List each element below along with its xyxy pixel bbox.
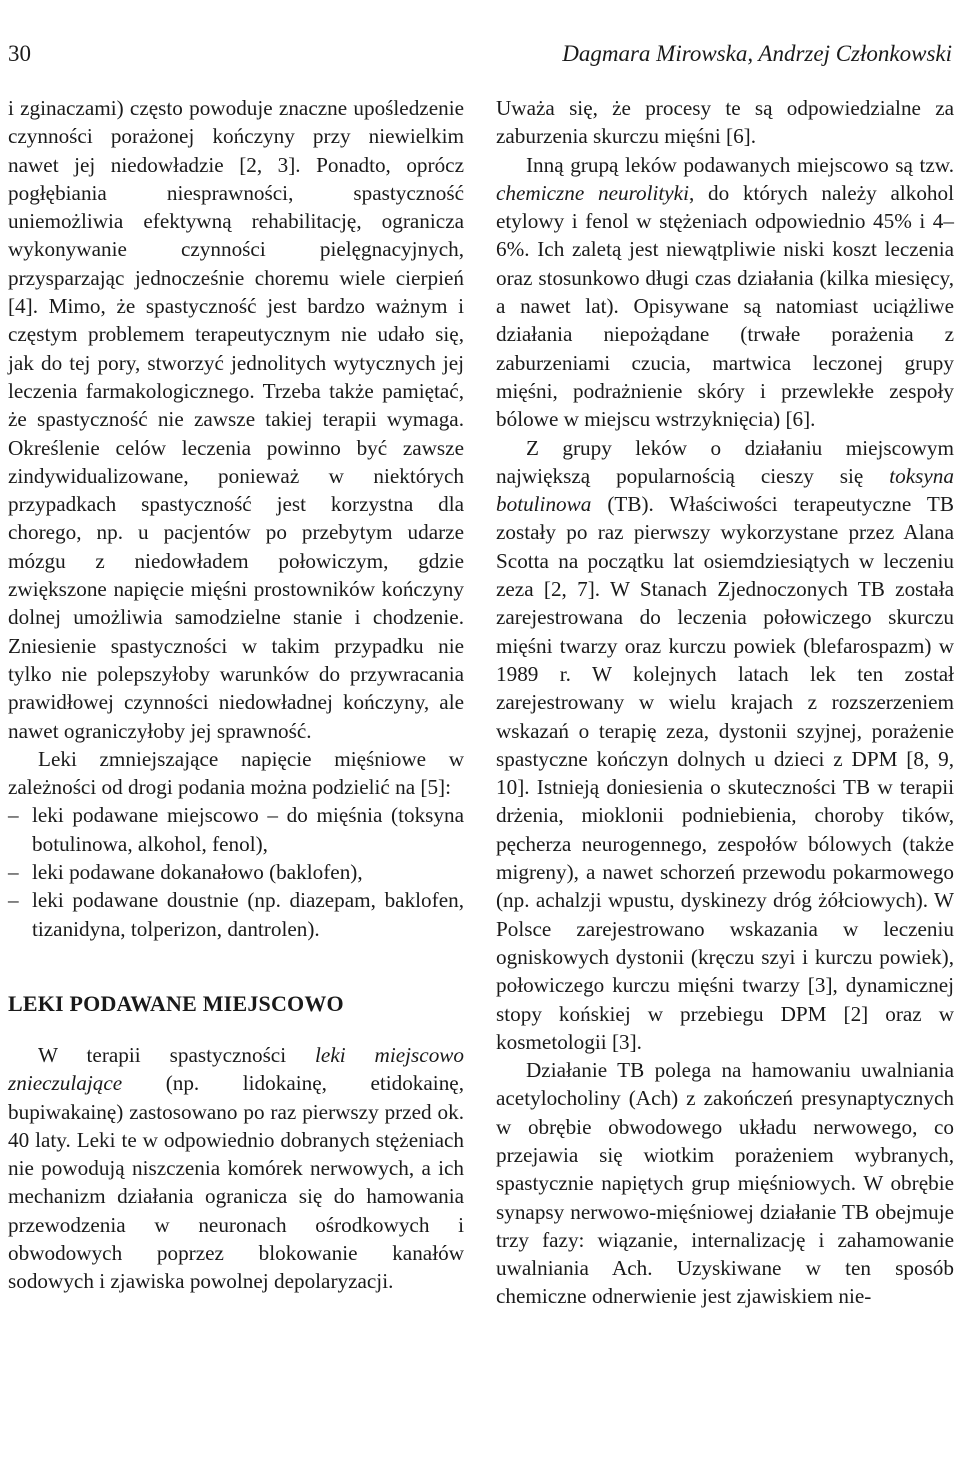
right-paragraph-1: Uważa się, że procesy te są odpowiedzialne za zaburzenia skurczu mięśni [6]. (496, 96, 954, 149)
running-head-authors: Dagmara Mirowska, Andrzej Członkowski (562, 41, 952, 66)
right-paragraph-2 (496, 151, 954, 434)
left-paragraph-1: i zginaczami) często powoduje znaczne upośledzenie czynności porażonej kończyny przy niewielkim nawet jej niedowładzie [2, 3]. Ponadto, oprócz pogłębiania niesprawności, spastyczność uniemożliwia efektywną rehabilitację, ogranicza wykonywanie czynności pielęgnacyjnych, przysparzając jednocześnie choremu wiele cierpień [4]. Mimo, że spastyczność jest bardzo ważnym i częstym problemem terapeutycznym nie udało się, jak do tej pory, stworzyć jednolitych wytycznych jej leczenia farmakologicznego. Trzeba także pamiętać, że spastyczność nie zawsze takiej terapii wymaga. Określenie celów leczenia powinno być zawsze zindywidualizowane, ponieważ w niektórych przypadkach spastyczność jest korzystna dla chorego, np. u pacjentów po przebytym udarze mózgu z niedowładem połowiczym, gdzie zwiększone napięcie mięśni prostowników kończyny dolnej umożliwia samodzielne stanie i chodzenie. Zniesienie spastyczności w takim przypadku nie tylko nie polepszyłoby warunków do przywracania prawidłowej czynności niedowładnej kończyny, ale nawet ograniczyłoby jej sprawność. (8, 96, 464, 743)
right-paragraph-4: Działanie TB polega na hamowaniu uwalniania acetylocholiny (Ach) z zakończeń presynaptycznych w obrębie obwodowego układu nerwowego, co przejawia się wiotkim porażeniem wybranych, spastycznie napiętych grup mięśniowych. W obrębie synapsy nerwowo-mięśniowej działanie TB obejmuje trzy fazy: wiązanie, internalizację i zahamowanie uwalniania Ach. Uzyskiwane w ten sposób chemiczne odnerwienie jest zjawiskiem nie- (496, 1058, 954, 1309)
left-column (8, 94, 464, 1296)
list-item: – leki podawane doustnie (np. diazepam, baklofen, tizanidyna, tolperizon, dantrolen). (8, 886, 464, 943)
left-paragraph-2: Leki zmniejszające napięcie mięśniowe w zależności od drogi podania można podzielić na [5]: (8, 746, 464, 800)
text-run: Z grupy leków o działaniu miejscowym największą popularnością cieszy się (496, 435, 954, 488)
page-header (8, 36, 952, 72)
right-paragraph-3 (496, 434, 954, 1057)
italic-term: toksyna botulinowa (496, 463, 954, 517)
list-item: – leki podawane miejscowo – do mięśnia (toksyna botulinowa, alkohol, fenol), (8, 801, 464, 858)
italic-term: chemiczne neurolityki (496, 180, 689, 205)
text-run: (np. lidokainę, etidokainę, bupiwakainę) zastosowano po raz pierwszy przed ok. 40 laty. Leki te w odpowiednio dobranych stężeniach nie powodują niszczenia komórek nerwowych, a ich mechanizm działania ogranicza się do hamowania przewodzenia w neuronach ośrodkowych i obwodowych poprzez blokowanie kanałów sodowych i zjawiska powolnej depolaryzacji. (8, 1071, 464, 1294)
page-number: 30 (8, 41, 31, 66)
italic-term: leki miejscowo znieczulające (8, 1042, 465, 1096)
section-heading: LEKI PODAWANE MIEJSCOWO (8, 990, 344, 1016)
text-run: , do których należy alkohol etylowy i fenol w stężeniach odpowiednio 45% i 4–6%. Ich zaletą jest niewątpliwie niski koszt leczenia oraz stosunkowo długi czas działania (kilka miesięcy, a nawet lat). Opisywane są natomiast uciążliwe działania niepożądane (trwałe porażenia z zaburzeniami czucia, martwica leczonej grupy mięśni, podrażnienie skóry i przewlekłe zespoły bólowe w miejscu wstrzyknięcia) [6]. (496, 180, 954, 432)
route-of-administration-list (8, 801, 464, 942)
text-run: W terapii spastyczności (38, 1042, 316, 1067)
right-column (496, 94, 954, 1311)
text-run: (TB). Właściwości terapeutyczne TB zostały po raz pierwszy wykorzystane przez Alana Scotta na początku lat osiemdziesiątych w leczeniu zeza [2, 7]. W Stanach Zjednoczonych TB została zarejestrowana do leczenia połowiczego skurczu mięśni twarzy oraz kurczu powiek (blefarospazm) w 1989 r. W kolejnych latach lek ten został zarejestrowany w wielu krajach z rozszerzeniem wskazań o terapię zeza, dystonii szyjnej, porażenie spastyczne kończyn dolnych u dzieci z DPM [8, 9, 10]. Istnieją doniesienia o skuteczności TB w terapii drżenia, mioklonii podniebienia, choroby tików, pęcherza neurogennego, zespołów bólowych (także migreny), a nawet schorzeń przewodu pokarmowego (np. achalzji wpustu, dyskinezy dróg żółciowych). W Polsce zarejestrowano wskazania w leczeniu ogniskowych dystonii (kręczu szyi i kurczu powiek), połowiczego kurczu mięśni twarzy [3], dynamicznej stopy końskiej w przebiegu DPM [2] oraz w kosmetologii [3]. (496, 492, 954, 1054)
list-item: – leki podawane dokanałowo (baklofen), (8, 858, 464, 886)
text-run: Inną grupą leków podawanych miejscowo są tzw. (526, 152, 954, 177)
left-paragraph-3 (8, 1041, 464, 1296)
